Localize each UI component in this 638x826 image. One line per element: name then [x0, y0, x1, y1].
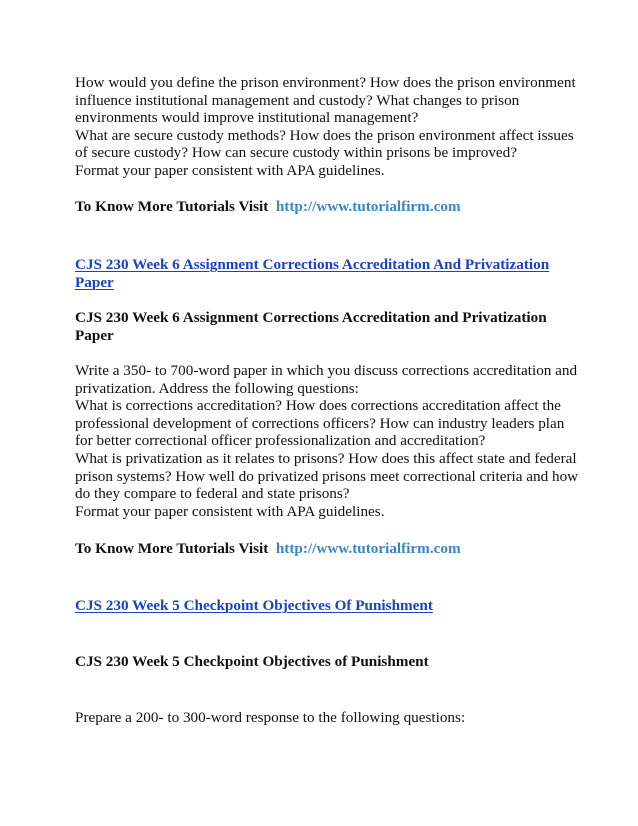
tutorial-url-link[interactable]: http://www.tutorialfirm.com [275, 540, 461, 557]
week6-link-line[interactable]: Paper [75, 273, 114, 291]
cta-label: To Know More Tutorials Visit [75, 540, 269, 557]
tutorial-url-link[interactable]: http://www.tutorialfirm.com [275, 198, 461, 215]
week6-title-line: Paper [75, 326, 114, 344]
week6-body-line: professional development of corrections officers? How can industry leaders plan [75, 414, 565, 432]
week6-body-line: prison systems? How well do privatized prisons meet correctional criteria and how [75, 467, 579, 485]
intro-line: How would you define the prison environment? How does the prison environment [75, 74, 576, 91]
week6-body-line: What is privatization as it relates to prisons? How does this affect state and federal [75, 449, 577, 467]
week5-title [75, 653, 575, 671]
week6-body-line: What is corrections accreditation? How does corrections accreditation affect the [75, 397, 561, 415]
intro-line: influence institutional management and custody? What changes to prison [75, 91, 520, 109]
week6-title-line: CJS 230 Week 6 Assignment Corrections Accreditation and Privatization [75, 309, 547, 326]
week6-body-line: do they compare to federal and state prisons? [75, 485, 350, 503]
intro-line: environments would improve institutional management? [75, 109, 419, 127]
week5-heading-link[interactable] [75, 597, 575, 615]
week6-body-line: Format your paper consistent with APA guidelines. [75, 502, 385, 520]
tutorial-cta [75, 540, 575, 558]
week6-body [75, 362, 579, 520]
intro-line: Format your paper consistent with APA guidelines. [75, 161, 385, 179]
week6-title [75, 309, 575, 344]
tutorial-cta [75, 198, 575, 216]
week5-body-line: Prepare a 200- to 300-word response to the following questions: [75, 709, 466, 726]
week5-link-line[interactable]: CJS 230 Week 5 Checkpoint Objectives Of Punishment [75, 597, 433, 614]
week5-body [75, 709, 575, 727]
cta-label: To Know More Tutorials Visit [75, 198, 269, 215]
week5-title-line: CJS 230 Week 5 Checkpoint Objectives of Punishment [75, 653, 429, 670]
intro-line: What are secure custody methods? How does the prison environment affect issues [75, 126, 574, 144]
week6-link-line[interactable]: CJS 230 Week 6 Assignment Corrections Accreditation And Privatization [75, 256, 550, 273]
intro-paragraph [75, 74, 575, 180]
intro-line: of secure custody? How can secure custody within prisons be improved? [75, 144, 518, 162]
week6-body-line: Write a 350- to 700-word paper in which you discuss corrections accreditation and [75, 362, 578, 379]
week6-heading-link[interactable] [75, 256, 575, 291]
week6-body-line: for better correctional officer professionalization and accreditation? [75, 432, 486, 450]
week6-body-line: privatization. Address the following questions: [75, 379, 359, 397]
